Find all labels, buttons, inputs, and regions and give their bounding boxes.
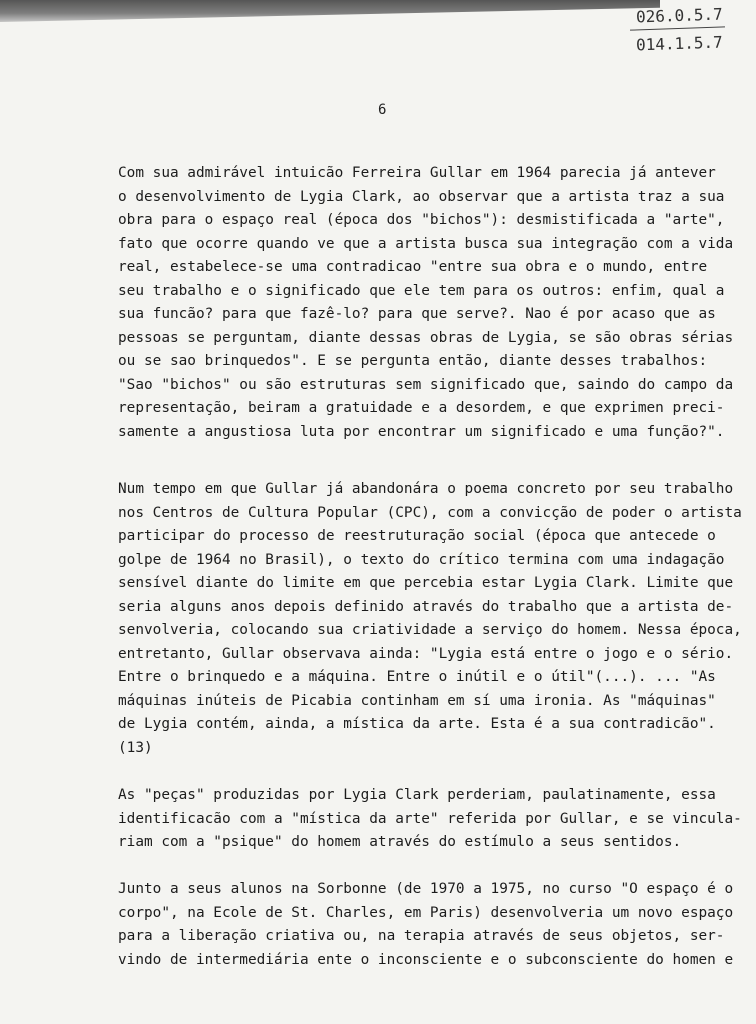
- paragraph-4: [118, 878, 734, 972]
- text-line: golpe de 1964 no Brasil), o texto do crítico termina com uma indagação: [118, 551, 725, 568]
- text-line: identificacão com a "mística da arte" referida por Gullar, e se vincula-: [118, 810, 742, 827]
- paragraph-2: [118, 478, 742, 760]
- text-line: pessoas se perguntam, diante dessas obras de Lygia, se são obras sérias: [118, 329, 734, 346]
- text-line: vindo de intermediária ente o inconsciente e o subconsciente do homen e: [118, 951, 734, 968]
- text-line: Com sua admirável intuicão Ferreira Gullar em 1964 parecia já antever: [118, 165, 716, 181]
- text-line: seu trabalho e o significado que ele tem para os outros: enfim, qual a: [118, 282, 725, 299]
- text-line: participar do processo de reestruturação social (época que antecede o: [118, 528, 716, 544]
- text-line: sua funcão? para que fazê-lo? para que serve?. Nao é por acaso que as: [118, 306, 716, 322]
- text-line: (13): [118, 739, 153, 756]
- archive-stamp-code-2: 014.1.5.7: [635, 32, 724, 55]
- text-line: real, estabelece-se uma contradicao "entre sua obra e o mundo, entre: [118, 259, 708, 275]
- text-line: nos Centros de Cultura Popular (CPC), com a convicção de poder o artista: [118, 504, 742, 521]
- text-line: samente a angustiosa luta por encontrar um significado e uma função?".: [118, 423, 725, 440]
- text-line: representação, beiram a gratuidade e a desordem, e que exprimen preci-: [118, 400, 725, 416]
- text-line: Num tempo em que Gullar já abandonára o poema concreto por seu trabalho: [118, 481, 734, 497]
- text-line: ou se sao brinquedos". E se pergunta então, diante desses trabalhos:: [118, 353, 708, 369]
- text-line: sensível diante do limite em que percebia estar Lygia Clark. Limite que: [118, 575, 734, 591]
- text-line: de Lygia contém, ainda, a mística da arte. Esta é a sua contradicão".: [118, 716, 716, 732]
- text-line: o desenvolvimento de Lygia Clark, ao observar que a artista traz a sua: [118, 188, 725, 205]
- scan-shadow-edge: [0, 0, 660, 22]
- text-line: fato que ocorre quando ve que a artista busca sua integração com a vida: [118, 235, 734, 252]
- page-number: 6: [378, 102, 387, 118]
- text-line: As "peças" produzidas por Lygia Clark perderiam, paulatinamente, essa: [118, 787, 716, 803]
- text-line: entretanto, Gullar observava ainda: "Lygia está entre o jogo e o sério.: [118, 645, 734, 662]
- paragraph-3: [118, 784, 742, 855]
- text-line: seria alguns anos depois definido através do trabalho que a artista de-: [118, 598, 734, 615]
- text-line: obra para o espaço real (época dos "bichos"): desmistificada a "arte",: [118, 212, 725, 228]
- text-line: para a liberação criativa ou, na terapia através de seus objetos, ser-: [118, 928, 725, 944]
- paragraph-1: [118, 162, 734, 444]
- text-line: corpo", na Ecole de St. Charles, em Paris) desenvolveria um novo espaço: [118, 904, 734, 921]
- archive-stamp-code-1: 026.0.5.7: [635, 4, 724, 27]
- text-line: "Sao "bichos" ou são estruturas sem significado que, saindo do campo da: [118, 376, 734, 393]
- text-line: senvolveria, colocando sua criatividade a serviço do homem. Nessa época,: [118, 622, 742, 638]
- stamp-divider-line: [630, 26, 725, 30]
- text-line: Junto a seus alunos na Sorbonne (de 1970 a 1975, no curso "O espaço é o: [118, 881, 734, 897]
- text-line: máquinas inúteis de Picabia continham em sí uma ironia. As "máquinas": [118, 692, 716, 709]
- text-line: riam com a "psique" do homem através do estímulo a seus sentidos.: [118, 834, 682, 850]
- text-line: Entre o brinquedo e a máquina. Entre o inútil e o útil"(...). ... "As: [118, 669, 716, 685]
